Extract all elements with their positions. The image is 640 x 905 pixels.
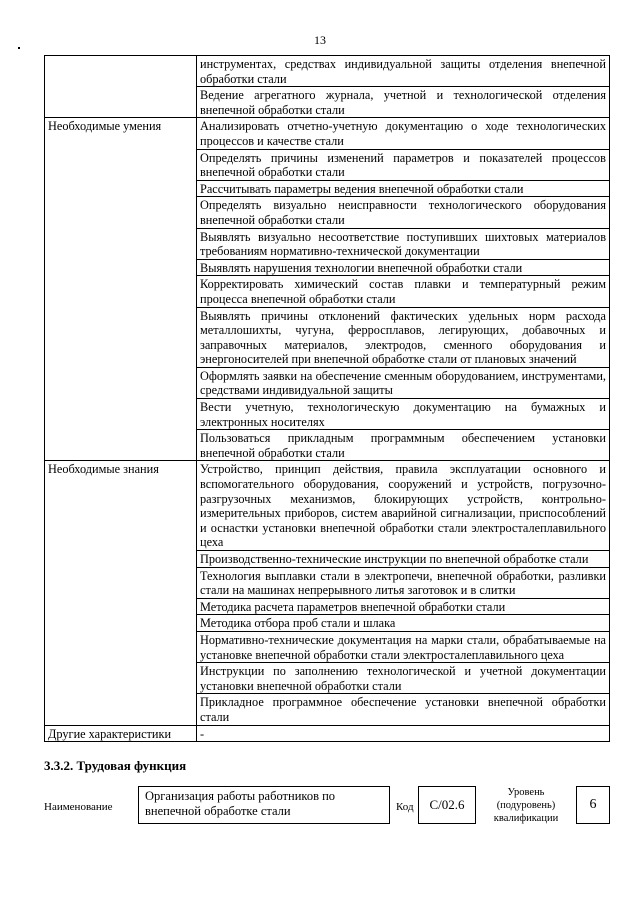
- table-row: [45, 56, 610, 87]
- row-item: Ведение агрегатного журнала, учетной и технологической отделения внепечной обработки стали: [197, 87, 610, 118]
- row-item: Выявлять причины отклонений фактических удельных норм расхода металлошихты, чугуна, ферросплавов, легирующих, добавочных и заправочных материалов, электродов, сменного оборудования и энергоносителей при внепечной обработке стали от плановых значений: [197, 307, 610, 367]
- row-item: Устройство, принцип действия, правила эксплуатации основного и вспомогательного оборудования, сооружений и устройств, погрузочно-разгрузочных механизмов, блокирующих устройств, контрольно-измерительных приборов, систем аварийной сигнализации, приспособлений и оснастки установки внепечной обработки стали электросталеплавильного цеха: [197, 461, 610, 551]
- row-item: Методика расчета параметров внепечной обработки стали: [197, 598, 610, 615]
- row-item: Анализировать отчетно-учетную документацию о ходе технологических процессов и качестве стали: [197, 118, 610, 149]
- page-number: 13: [314, 33, 326, 47]
- row-item: Методика отбора проб стали и шлака: [197, 615, 610, 632]
- row-item: Корректировать химический состав плавки и температурный режим процесса внепечной обработки стали: [197, 276, 610, 307]
- row-label: Необходимые умения: [45, 118, 197, 461]
- code-value: C/02.6: [418, 786, 476, 824]
- name-label: Наименование: [44, 801, 113, 813]
- table-row: [45, 461, 610, 551]
- table-row: [45, 118, 610, 149]
- row-item: Пользоваться прикладным программным обеспечением установки внепечной обработки стали: [197, 430, 610, 461]
- row-item: Выявлять визуально несоответствие поступивших шихтовых материалов требованиям нормативно-технической документации: [197, 228, 610, 259]
- name-value: Организация работы работников по внепечной обработке стали: [138, 786, 390, 824]
- row-item: -: [197, 725, 610, 742]
- code-label: Код: [396, 801, 414, 813]
- row-item: Производственно-технические инструкции по внепечной обработке стали: [197, 551, 610, 568]
- labor-function-block: [44, 786, 610, 830]
- row-label: Другие характеристики: [45, 725, 197, 742]
- row-item: Оформлять заявки на обеспечение сменным оборудованием, инструментами, средствами индивидуальной защиты: [197, 367, 610, 398]
- row-item: Рассчитывать параметры ведения внепечной обработки стали: [197, 180, 610, 197]
- row-item: Определять визуально неисправности технологического оборудования внепечной обработки стали: [197, 197, 610, 228]
- row-item: Вести учетную, технологическую документацию на бумажных и электронных носителях: [197, 399, 610, 430]
- section-title: 3.3.2. Трудовая функция: [44, 758, 187, 773]
- margin-dot: [18, 47, 20, 49]
- row-item: Нормативно-технические документация на марки стали, обрабатываемые на установке внепечной обработки стали электросталеплавильного цеха: [197, 631, 610, 662]
- level-value: 6: [576, 786, 610, 824]
- requirements-table: [44, 55, 610, 742]
- row-item: инструментах, средствах индивидуальной защиты отделения внепечной обработки стали: [197, 56, 610, 87]
- row-label: Необходимые знания: [45, 461, 197, 725]
- row-item: Инструкции по заполнению технологической и учетной документации установки внепечной обработки стали: [197, 663, 610, 694]
- level-label: Уровень (подуровень) квалификации: [493, 787, 559, 824]
- row-label: [45, 56, 197, 118]
- row-item: Технология выплавки стали в электропечи, внепечной обработки, разливки стали на машинах непрерывного литья заготовок и в слитки: [197, 567, 610, 598]
- row-item: Выявлять нарушения технологии внепечной обработки стали: [197, 259, 610, 276]
- row-item: Определять причины изменений параметров и показателей процессов внепечной обработки стали: [197, 149, 610, 180]
- table-row: [45, 725, 610, 742]
- row-item: Прикладное программное обеспечение установки внепечной обработки стали: [197, 694, 610, 725]
